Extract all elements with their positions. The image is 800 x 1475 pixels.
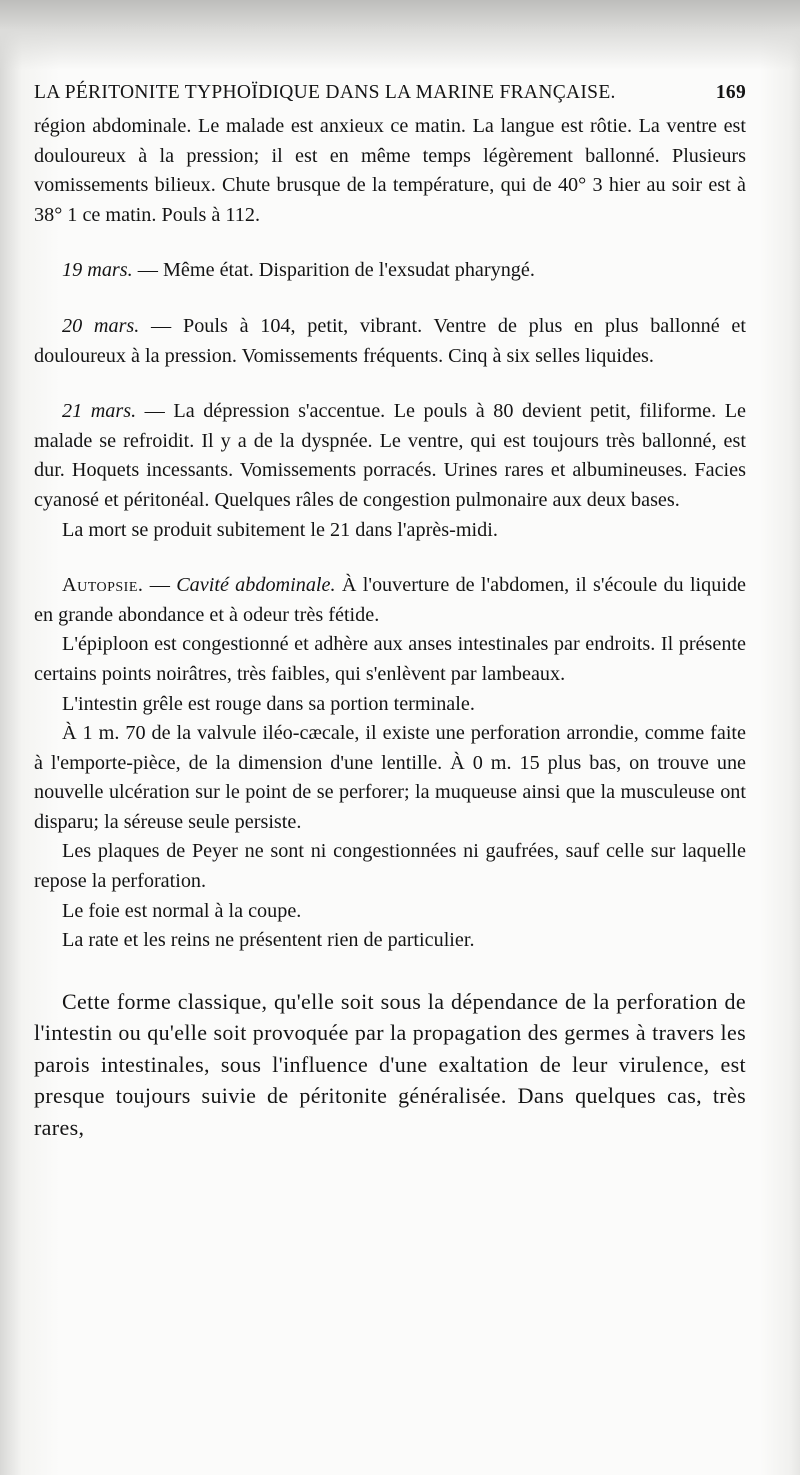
entry-text: — Même état. Disparition de l'exsudat pharyngé. <box>132 259 535 282</box>
paragraph-peyer: Les plaques de Peyer ne sont ni congestionnées ni gaufrées, sauf celle sur laquelle repose la perforation. <box>34 840 746 893</box>
paragraph-foie: Le foie est normal à la coupe. <box>62 899 302 922</box>
paragraph-perforation: À 1 m. 70 de la valvule iléo-cæcale, il existe une perforation arrondie, comme faite à l'emporte-pièce, de la dimension d'une lentille. À 0 m. 15 plus bas, on trouve une nouvelle ulcération sur le point de se perforer; la muqueuse ainsi que la musculeuse ont disparu; la séreuse seule persiste. <box>34 722 746 833</box>
paragraph-epiploon: L'épiploon est congestionné et adhère aux anses intestinales par endroits. Il présente certains points noirâtres, très faibles, qui s'enlèvent par lambeaux. <box>34 633 746 685</box>
entry-date: 21 mars. <box>62 400 137 423</box>
autopsy-text: À l'ouverture de l'abdomen, il s'écoule du liquide en grande abondance et à odeur très fétide. <box>34 574 747 626</box>
autopsy-section: Cavité abdominale. <box>176 574 336 597</box>
paragraph-conclusion: Cette forme classique, qu'elle soit sous la dépendance de la perforation de l'intestin ou qu'elle soit provoquée par la propagation des germes à travers les parois intestinales, sous l'influence d'une exaltation de leur virulence, est presque toujours suivie de péritonite généralisée. Dans quelques cas, très rares, <box>34 988 746 1140</box>
final-section <box>34 986 746 1144</box>
running-title: LA PÉRITONITE TYPHOÏDIQUE DANS LA MARINE FRANÇAISE. <box>34 82 616 103</box>
paragraph-death: La mort se produit subitement le 21 dans l'après-midi. <box>62 518 498 541</box>
page-number: 169 <box>715 82 746 103</box>
paragraph-21-mars <box>34 397 746 515</box>
paragraph-continuation: région abdominale. Le malade est anxieux ce matin. La langue est rôtie. La ventre est douloureux à la pression; il est en même temps légèrement ballonné. Plusieurs vomissements bilieux. Chute brusque de la température, qui de 40° 3 hier au soir est à 38° 1 ce matin. Pouls à 112. <box>34 115 746 226</box>
paragraph-rate: La rate et les reins ne présentent rien de particulier. <box>62 929 475 952</box>
entry-text: — Pouls à 104, petit, vibrant. Ventre de plus en plus ballonné et douloureux à la pression. Vomissements fréquents. Cinq à six selles liquides. <box>34 314 746 367</box>
paragraph-intestin: L'intestin grêle est rouge dans sa portion terminale. <box>62 692 475 715</box>
paragraph-19-mars <box>34 256 746 286</box>
page-text <box>34 70 746 1143</box>
running-header <box>34 82 746 104</box>
paragraph-20-mars <box>34 312 746 371</box>
autopsy-label: Autopsie. <box>62 574 144 597</box>
autopsy-dash: — <box>143 574 177 597</box>
entry-date: 20 mars. <box>62 314 140 337</box>
entry-date: 19 mars. <box>62 259 133 282</box>
entry-text: — La dépression s'accentue. Le pouls à 80 devient petit, filiforme. Le malade se refroidit. Il y a de la dyspnée. Le ventre, qui est toujours très ballonné, est dur. Hoquets incessants. Vomissements porracés. Urines rares et albumineuses. Facies cyanosé et péritonéal. Quelques râles de congestion pulmonaire aux deux bases. <box>34 400 747 511</box>
scan-shadow <box>0 0 800 70</box>
paragraph-autopsy <box>34 571 746 630</box>
